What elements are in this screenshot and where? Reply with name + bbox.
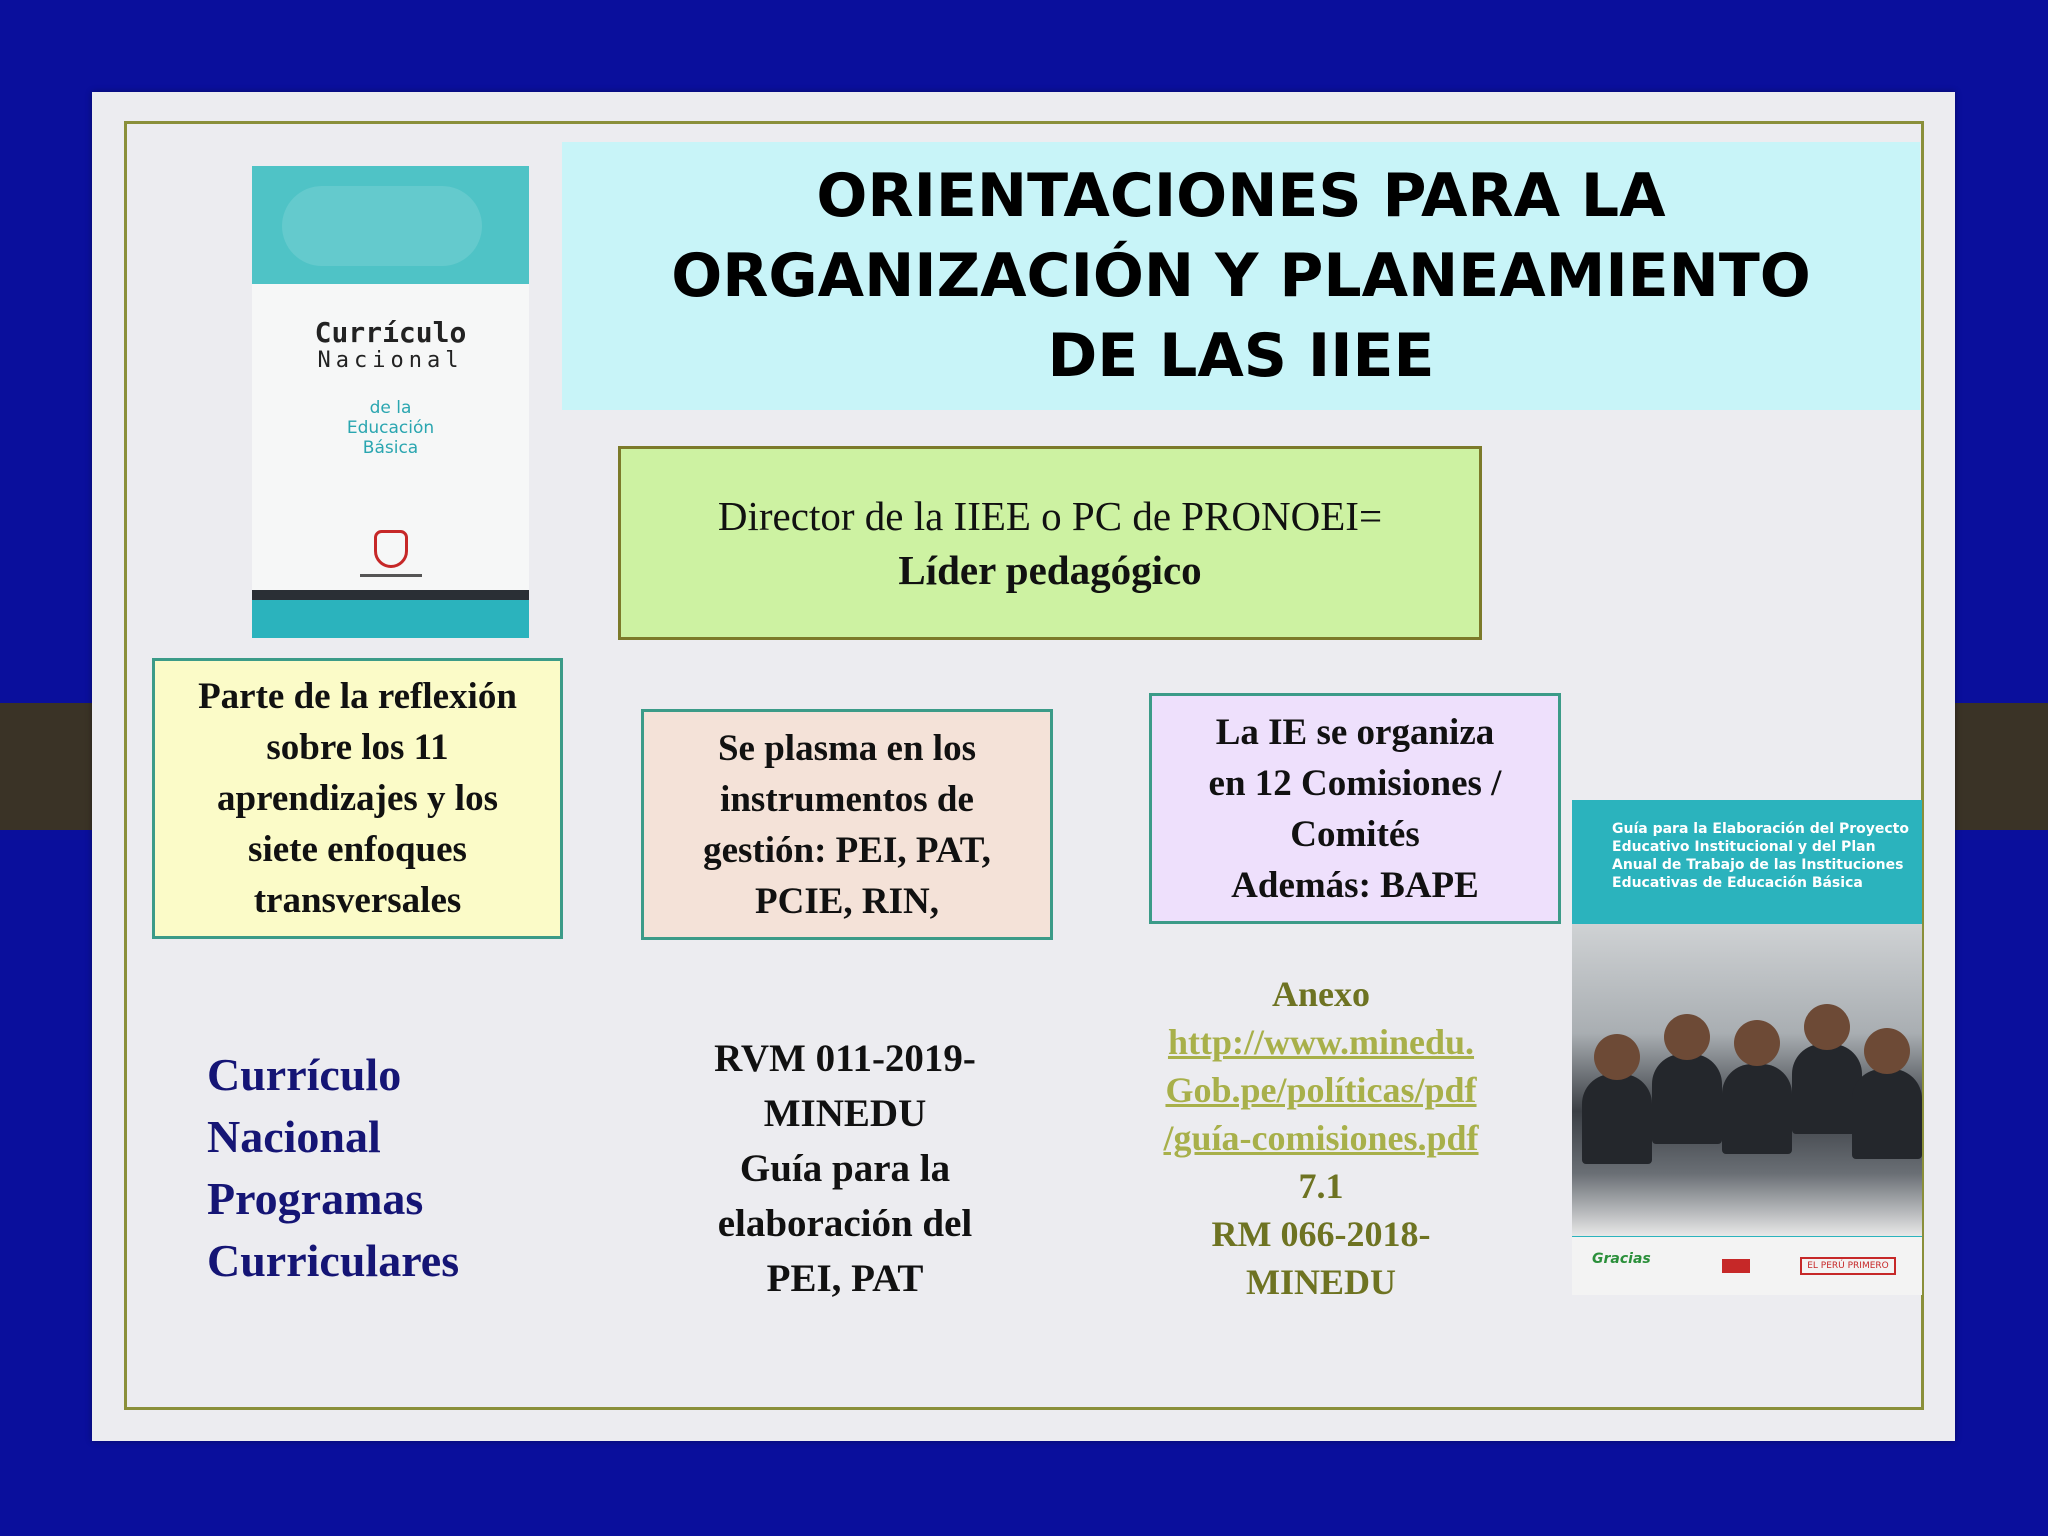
cover-title-nacional: Nacional [317, 348, 464, 373]
title-line-1: ORIENTACIONES PARA LA [816, 161, 1666, 231]
comisiones-box: La IE se organiza en 12 Comisiones / Comités Además: BAPE [1149, 693, 1561, 924]
instrumentos-box: Se plasma en los instrumentos de gestión: PEI, PAT, PCIE, RIN, [641, 709, 1053, 940]
director-box [618, 446, 1482, 640]
cover-subtitle: de la Educación Básica [346, 398, 435, 458]
director-line-2: Líder pedagógico [898, 547, 1202, 593]
peru-flag-icon [1722, 1259, 1750, 1273]
director-line-1: Director de la IIEE o PC de PRONOEI= [717, 493, 1383, 539]
anexo-number: 7.1 [1298, 1166, 1344, 1206]
anexo-label: Anexo [1272, 974, 1370, 1014]
title-line-3: DE LAS IIEE [1047, 321, 1435, 391]
gracias-logo: Gracias [1592, 1251, 1651, 1267]
title-line-2: ORGANIZACIÓN Y PLANEAMIENTO [671, 241, 1811, 311]
guia-pei-cover-image [1572, 800, 1922, 1295]
rvm-reference: RVM 011-2019- MINEDU Guía para la elaboración del PEI, PAT [714, 1037, 976, 1300]
curriculo-list: Currículo Nacional Programas Curriculares [207, 1049, 460, 1286]
reflexion-box: Parte de la reflexión sobre los 11 aprendizajes y los siete enfoques transversales [152, 658, 563, 939]
anexo-reference: Anexo http://www.minedu. Gob.pe/políticas/pdf /guía-comisiones.pdf 7.1 RM 066-2018- MINEDU [1120, 970, 1522, 1306]
el-peru-primero-badge: EL PERÚ PRIMERO [1800, 1257, 1896, 1275]
ministry-seal-icon [374, 530, 408, 568]
guia-cover-title: Guía para la Elaboración del Proyecto Educativo Institucional y del Plan Anual de Trabajo de las Instituciones Educativas de Educación Básica [1612, 821, 1909, 891]
anexo-link[interactable]: http://www.minedu. Gob.pe/políticas/pdf /guía-comisiones.pdf [1163, 1022, 1479, 1158]
guia-cover-footer [1572, 1237, 1922, 1295]
curriculo-nacional-cover-image [252, 166, 529, 638]
cover-title-curriculo: Currículo [314, 316, 467, 349]
slide-title [562, 142, 1920, 410]
teachers-photo [1572, 924, 1922, 1236]
